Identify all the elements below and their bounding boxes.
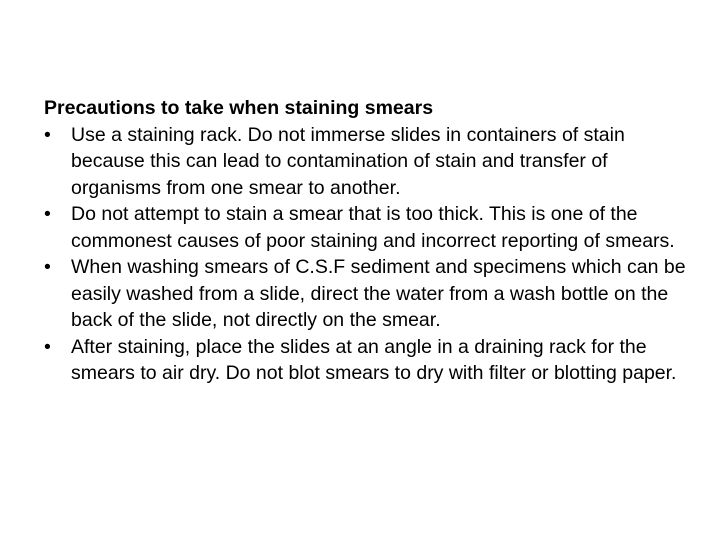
bullet-icon: •	[44, 203, 51, 225]
list-item	[44, 122, 694, 202]
slide-content	[44, 95, 694, 387]
list-item-text: After staining, place the slides at an angle in a draining rack for the smears to air dry. Do not blot smears to dry with filter or blotting paper.	[71, 335, 677, 384]
slide-heading: Precautions to take when staining smears	[44, 97, 434, 119]
list-item-text: When washing smears of C.S.F sediment and specimens which can be easily washed from a slide, direct the water from a wash bottle on the back of the slide, not directly on the smear.	[71, 256, 686, 331]
precautions-list	[44, 122, 694, 387]
bullet-icon: •	[44, 123, 51, 146]
bullet-icon: •	[44, 256, 51, 278]
list-item	[44, 201, 694, 254]
list-item-text: Do not attempt to stain a smear that is too thick. This is one of the commonest causes of poor staining and incorrect reporting of smears.	[71, 203, 675, 252]
list-item	[44, 254, 694, 334]
list-item-text: Use a staining rack. Do not immerse slides in containers of stain because this can lead to contamination of stain and transfer of organisms from one smear to another.	[71, 123, 625, 199]
bullet-icon: •	[44, 335, 51, 358]
list-item	[44, 334, 694, 387]
